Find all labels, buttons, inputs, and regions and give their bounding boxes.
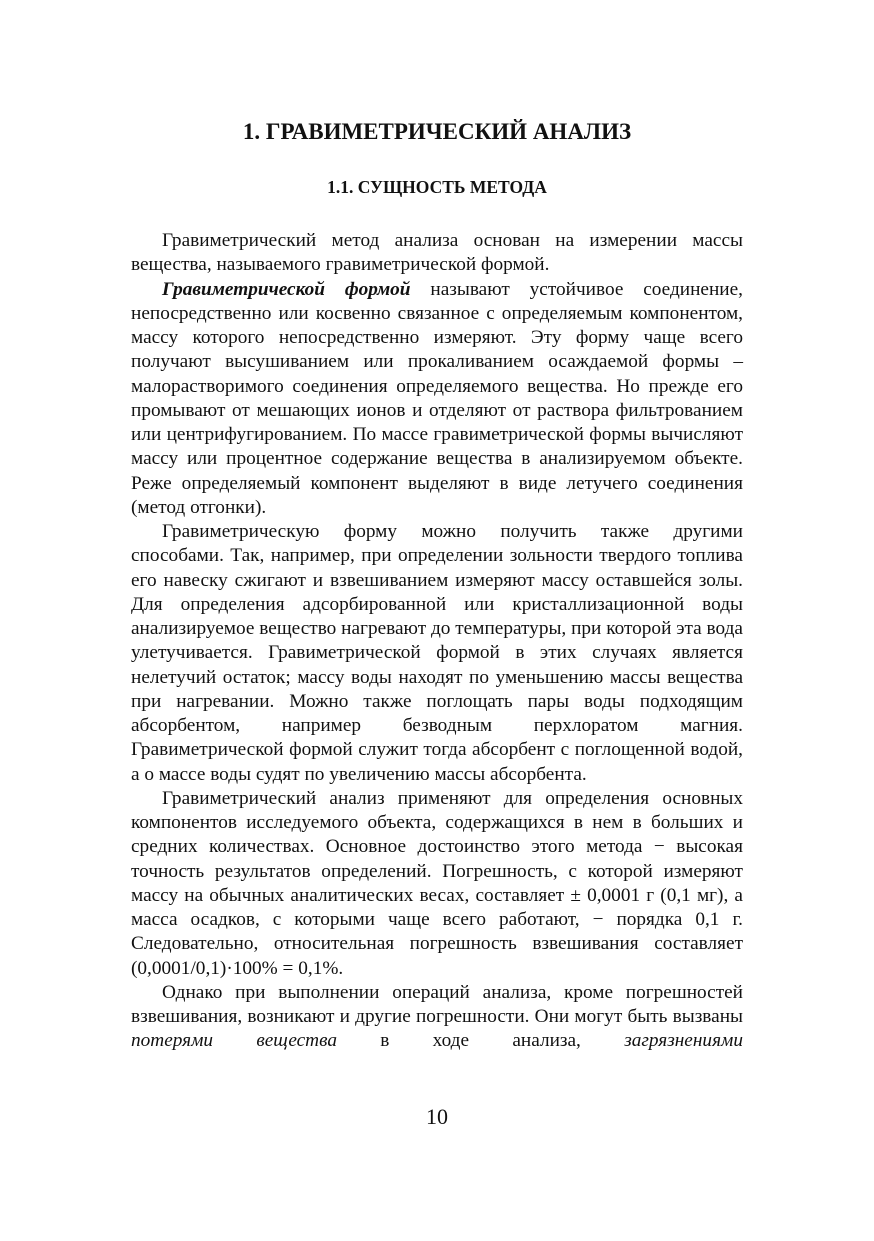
body-text — [131, 229, 743, 1054]
term-substance-losses: потерями вещества — [131, 1030, 337, 1052]
paragraph-2 — [131, 278, 743, 521]
chapter-title: 1. ГРАВИМЕТРИЧЕСКИЙ АНАЛИЗ — [242, 119, 632, 144]
term-gravimetric-form: Гравиметрической формой — [162, 278, 411, 300]
page-number: 10 — [426, 1104, 448, 1129]
paragraph-5-text-a: Однако при выполнении операций анализа, кроме погрешностей взвешивания, возникают и другие погрешности. Они могут быть вызваны — [131, 981, 743, 1027]
paragraph-5 — [131, 981, 743, 1054]
paragraph-4: Гравиметрический анализ применяют для определения основных компонентов исследуемого объекта, содержащихся в нем в больших и средних количествах. Основное достоинство этого метода − высокая точность результатов определений. Погрешность, с которой измеряют массу на обычных аналитических весах, составляет ± 0,0001 г (0,1 мг), а масса осадков, с которыми чаще всего работают, − порядка 0,1 г. Следовательно, относительная погрешность взвешивания составляет (0,0001/0,1)·100% = 0,1%. — [131, 787, 743, 979]
paragraph-3: Гравиметрическую форму можно получить также другими способами. Так, например, при определении зольности твердого топлива его навеску сжигают и взвешиванием измеряют массу оставшейся золы. Для определения адсорбированной или кристаллизационной воды анализируемое вещество нагревают до температуры, при которой эта вода улетучивается. Гравиметрической формой в этих случаях является нелетучий остаток; массу воды находят по уменьшению массы вещества при нагревании. Можно также поглощать пары воды подходящим абсорбентом, например безводным перхлоратом магния. Гравиметрической формой служит тогда абсорбент с поглощенной водой, а о массе воды судят по увеличению массы абсорбента. — [131, 521, 743, 785]
paragraph-5-text-b: в ходе анализа, — [336, 1030, 625, 1052]
paragraph-2-text: называют устойчивое соединение, непосредственно или косвенно связанное с определяемым компонентом, массу которого непосредственно измеряют. Эту форму чаще всего получают высушиванием или прокаливанием осаждаемой формы – малорастворимого соединения определяемого вещества. Но прежде его промывают от мешающих ионов и отделяют от раствора фильтрованием или центрифугированием. По массе гравиметрической формы вычисляют массу или процентное содержание вещества в анализируемом объекте. Реже определяемый компонент выделяют в виде летучего соединения (метод отгонки). — [131, 278, 743, 518]
paragraph-1: Гравиметрический метод анализа основан на измерении массы вещества, называемого гравиметрической формой. — [131, 230, 743, 276]
section-title: 1.1. СУЩНОСТЬ МЕТОДА — [327, 177, 547, 197]
term-contamination: загрязнениями — [624, 1030, 743, 1052]
